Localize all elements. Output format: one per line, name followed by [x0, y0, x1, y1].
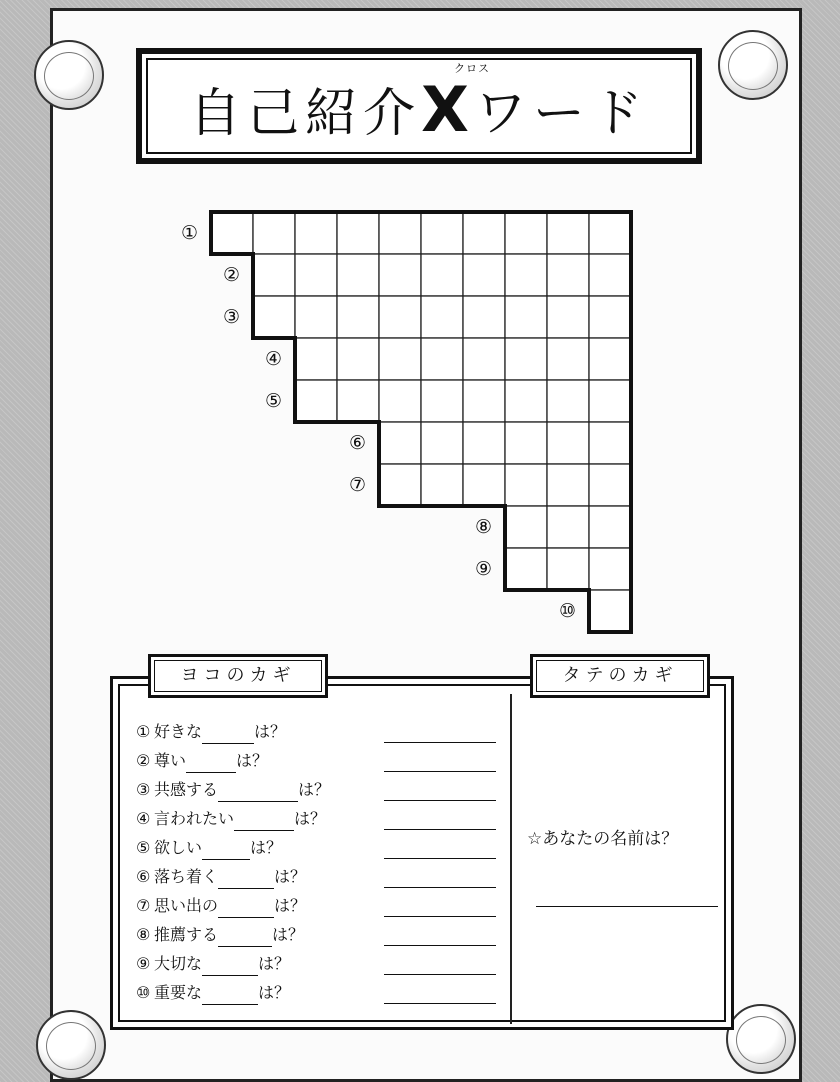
clue-prefix: 重要な — [154, 983, 203, 1002]
row-number-1: ① — [181, 222, 199, 244]
grid-cell[interactable] — [589, 212, 631, 254]
grid-cell[interactable] — [253, 254, 295, 296]
grid-cell[interactable] — [337, 338, 379, 380]
grid-cell[interactable] — [295, 296, 337, 338]
grid-cell[interactable] — [421, 380, 463, 422]
clue-number: ④ — [136, 809, 151, 828]
across-clue-8 — [136, 923, 304, 947]
grid-cell[interactable] — [337, 296, 379, 338]
clue-blank[interactable] — [218, 872, 274, 889]
grid-cell[interactable] — [589, 254, 631, 296]
grid-cell[interactable] — [379, 380, 421, 422]
grid-cell[interactable] — [295, 254, 337, 296]
grid-cell[interactable] — [421, 464, 463, 506]
clue-blank[interactable] — [202, 988, 258, 1005]
across-answer-line[interactable] — [384, 916, 496, 917]
clue-suffix: は？ — [272, 925, 305, 944]
title-x-mark: X — [421, 73, 475, 146]
grid-cell[interactable] — [421, 296, 463, 338]
grid-cell[interactable] — [337, 212, 379, 254]
grid-cell[interactable] — [547, 464, 589, 506]
clue-blank[interactable] — [234, 814, 294, 831]
grid-cell[interactable] — [463, 380, 505, 422]
grid-cell[interactable] — [589, 422, 631, 464]
grid-cell[interactable] — [463, 422, 505, 464]
title-ruby: クロス — [454, 62, 490, 75]
clue-prefix: 推薦する — [154, 925, 219, 944]
across-answer-line[interactable] — [384, 800, 496, 801]
clue-number: ⑨ — [136, 954, 151, 973]
clue-suffix: は？ — [258, 954, 291, 973]
across-clue-6 — [136, 865, 306, 889]
clue-prefix: 尊い — [154, 751, 187, 770]
clue-blank[interactable] — [202, 843, 250, 860]
across-answer-line[interactable] — [384, 945, 496, 946]
clue-number: ⑧ — [136, 925, 151, 944]
clue-number: ⑥ — [136, 867, 151, 886]
grid-cell[interactable] — [337, 254, 379, 296]
clue-prefix: 大切な — [154, 954, 203, 973]
clue-prefix: 共感する — [154, 780, 219, 799]
across-answer-line[interactable] — [384, 974, 496, 975]
across-clue-9 — [136, 952, 290, 976]
row-number-9: ⑨ — [475, 558, 493, 580]
across-answer-line[interactable] — [384, 858, 496, 859]
grid-cell[interactable] — [421, 254, 463, 296]
grid-cell[interactable] — [379, 254, 421, 296]
clue-prefix: 欲しい — [154, 838, 203, 857]
grid-cell[interactable] — [589, 548, 631, 590]
grid-cell[interactable] — [463, 212, 505, 254]
grid-cell[interactable] — [505, 506, 547, 548]
clue-blank[interactable] — [202, 959, 258, 976]
grid-cell[interactable] — [505, 254, 547, 296]
grid-cell[interactable] — [589, 380, 631, 422]
across-answer-line[interactable] — [384, 887, 496, 888]
clue-number: ③ — [136, 780, 151, 799]
grid-cell[interactable] — [505, 296, 547, 338]
row-number-4: ④ — [265, 348, 283, 370]
name-question-text: あなたの名前は？ — [542, 829, 679, 849]
row-number-6: ⑥ — [349, 432, 367, 454]
down-heading: タテのカギ — [530, 654, 710, 698]
grid-cell[interactable] — [547, 254, 589, 296]
grid-cell[interactable] — [463, 254, 505, 296]
clue-prefix: 言われたい — [154, 809, 235, 828]
clue-suffix: は？ — [274, 896, 307, 915]
row-number-2: ② — [223, 264, 241, 286]
grid-cell[interactable] — [547, 296, 589, 338]
clue-prefix: 思い出の — [154, 896, 219, 915]
across-clue-5 — [136, 836, 282, 860]
grid-cell[interactable] — [547, 212, 589, 254]
grid-cell[interactable] — [295, 338, 337, 380]
grid-cell[interactable] — [505, 338, 547, 380]
grid-cell[interactable] — [211, 212, 253, 254]
grid-cell[interactable] — [379, 464, 421, 506]
star-icon: ☆ — [527, 829, 543, 849]
title-main: 自己紹介 — [189, 84, 422, 144]
clue-suffix: は？ — [254, 722, 287, 741]
clue-blank[interactable] — [218, 901, 274, 918]
across-answer-line[interactable] — [384, 742, 496, 743]
grid-cell[interactable] — [505, 380, 547, 422]
grid-cell[interactable] — [589, 464, 631, 506]
across-clue-10 — [136, 981, 290, 1005]
grid-cell[interactable] — [253, 296, 295, 338]
clue-blank[interactable] — [202, 727, 254, 744]
grid-cell[interactable] — [421, 338, 463, 380]
across-clue-3 — [136, 778, 330, 802]
grid-cell[interactable] — [505, 548, 547, 590]
across-clue-1 — [136, 720, 286, 744]
grid-cell[interactable] — [589, 338, 631, 380]
across-heading: ヨコのカギ — [148, 654, 328, 698]
clue-prefix: 落ち着く — [154, 867, 219, 886]
clue-prefix: 好きな — [154, 722, 203, 741]
grid-cell[interactable] — [337, 380, 379, 422]
across-answer-line[interactable] — [384, 1003, 496, 1004]
grid-cell[interactable] — [421, 422, 463, 464]
grid-cell[interactable] — [379, 296, 421, 338]
row-number-5: ⑤ — [265, 390, 283, 412]
clue-blank[interactable] — [186, 756, 236, 773]
across-answer-line[interactable] — [384, 771, 496, 772]
grid-cell[interactable] — [463, 338, 505, 380]
grid-cell[interactable] — [547, 548, 589, 590]
grid-cell[interactable] — [463, 464, 505, 506]
grid-cell[interactable] — [295, 212, 337, 254]
row-number-3: ③ — [223, 306, 241, 328]
name-answer-line[interactable] — [536, 906, 718, 907]
name-question — [527, 824, 678, 849]
grid-cell[interactable] — [421, 212, 463, 254]
clue-suffix: は？ — [294, 809, 327, 828]
grid-cell[interactable] — [379, 212, 421, 254]
grid-cell[interactable] — [547, 380, 589, 422]
grid-cell[interactable] — [295, 380, 337, 422]
grid-cell[interactable] — [589, 296, 631, 338]
clue-suffix: は？ — [258, 983, 291, 1002]
title-suffix: ワード — [474, 84, 649, 144]
grid-cell[interactable] — [463, 296, 505, 338]
across-clue-2 — [136, 749, 268, 773]
grid-cell[interactable] — [547, 506, 589, 548]
clue-number: ⑦ — [136, 896, 151, 915]
clue-suffix: は？ — [236, 751, 269, 770]
grid-cell[interactable] — [547, 338, 589, 380]
row-number-8: ⑧ — [475, 516, 493, 538]
clue-blank[interactable] — [218, 785, 298, 802]
across-clue-7 — [136, 894, 306, 918]
clue-number: ⑩ — [136, 983, 151, 1002]
row-number-10: ⑩ — [559, 600, 577, 622]
grid-cell[interactable] — [589, 506, 631, 548]
clue-number: ② — [136, 751, 151, 770]
clue-number: ⑤ — [136, 838, 151, 857]
clue-suffix: は？ — [250, 838, 283, 857]
across-answer-line[interactable] — [384, 829, 496, 830]
grid-cell[interactable] — [379, 422, 421, 464]
grid-cell[interactable] — [505, 464, 547, 506]
across-clue-4 — [136, 807, 326, 831]
clue-suffix: は？ — [298, 780, 331, 799]
clue-number: ① — [136, 722, 151, 741]
grid-cell[interactable] — [253, 212, 295, 254]
grid-cell[interactable] — [547, 422, 589, 464]
clue-blank[interactable] — [218, 930, 272, 947]
clue-suffix: は？ — [274, 867, 307, 886]
grid-cell[interactable] — [505, 212, 547, 254]
grid-cell[interactable] — [589, 590, 631, 632]
grid-cell[interactable] — [505, 422, 547, 464]
grid-cell[interactable] — [379, 338, 421, 380]
panel-divider — [510, 694, 512, 1024]
row-number-7: ⑦ — [349, 474, 367, 496]
